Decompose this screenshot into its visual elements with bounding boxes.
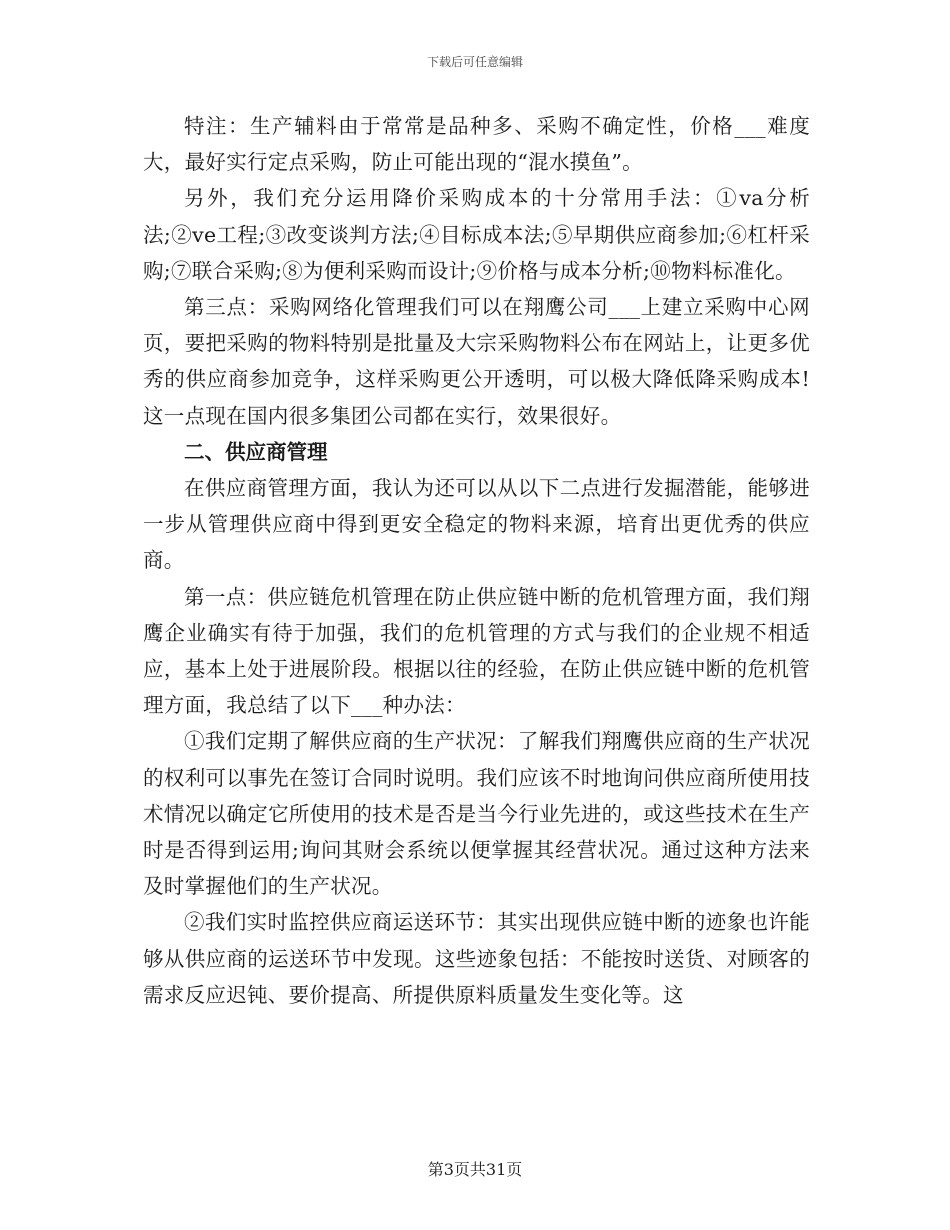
document-body <box>143 108 810 1013</box>
paragraph-item-two: ②我们实时监控供应商运送环节：其实出现供应链中断的迹象也许能够从供应商的运送环节中发现。这些迹象包括：不能按时送货、对顾客的需求反应迟钝、要价提高、所提供原料质量发生变化等。这 <box>143 910 810 1007</box>
paragraph-note: 特注：生产辅料由于常常是品种多、采购不确定性，价格___难度大，最好实行定点采购，防止可能出现的“混水摸鱼”。 <box>143 114 810 175</box>
page-footer: 第3页共31页 <box>427 1160 523 1179</box>
section-heading: 二、供应商管理 <box>184 439 328 464</box>
paragraph-cost-methods: 另外，我们充分运用降价采购成本的十分常用手法：①va分析法;②ve工程;③改变谈判方法;④目标成本法;⑤早期供应商参加;⑥杠杆采购;⑦联合采购;⑧为便利采购而设计;⑨价格与成本分析;⑩物料标准化。 <box>143 186 810 283</box>
paragraph-item-one: ①我们定期了解供应商的生产状况：了解我们翔鹰供应商的生产状况的权利可以事先在签订合同时说明。我们应该不时地询问供应商所使用技术情况以确定它所使用的技术是否是当今行业先进的，或这些技术在生产时是否得到运用;询问其财会系统以便掌握其经营状况。通过这种方法来及时掌握他们的生产状况。 <box>143 729 810 899</box>
paragraph-point-three: 第三点：采购网络化管理我们可以在翔鹰公司___上建立采购中心网页，要把采购的物料特别是批量及大宗采购物料公布在网站上，让更多优秀的供应商参加竞争，这样采购更公开透明，可以极大降低降采购成本!这一点现在国内很多集团公司都在实行，效果很好。 <box>143 295 810 428</box>
paragraph-point-one: 第一点：供应链危机管理在防止供应链中断的危机管理方面，我们翔鹰企业确实有待于加强，我们的危机管理的方式与我们的企业规不相适应，基本上处于进展阶段。根据以往的经验，在防止供应链中断的危机管理方面，我总结了以下___种办法： <box>143 584 810 718</box>
paragraph-supplier-intro: 在供应商管理方面，我认为还可以从以下二点进行发掘潜能，能够进一步从管理供应商中得到更安全稳定的物料来源，培育出更优秀的供应商。 <box>143 476 810 573</box>
page-header: 下载后可任意编辑 <box>426 55 523 69</box>
